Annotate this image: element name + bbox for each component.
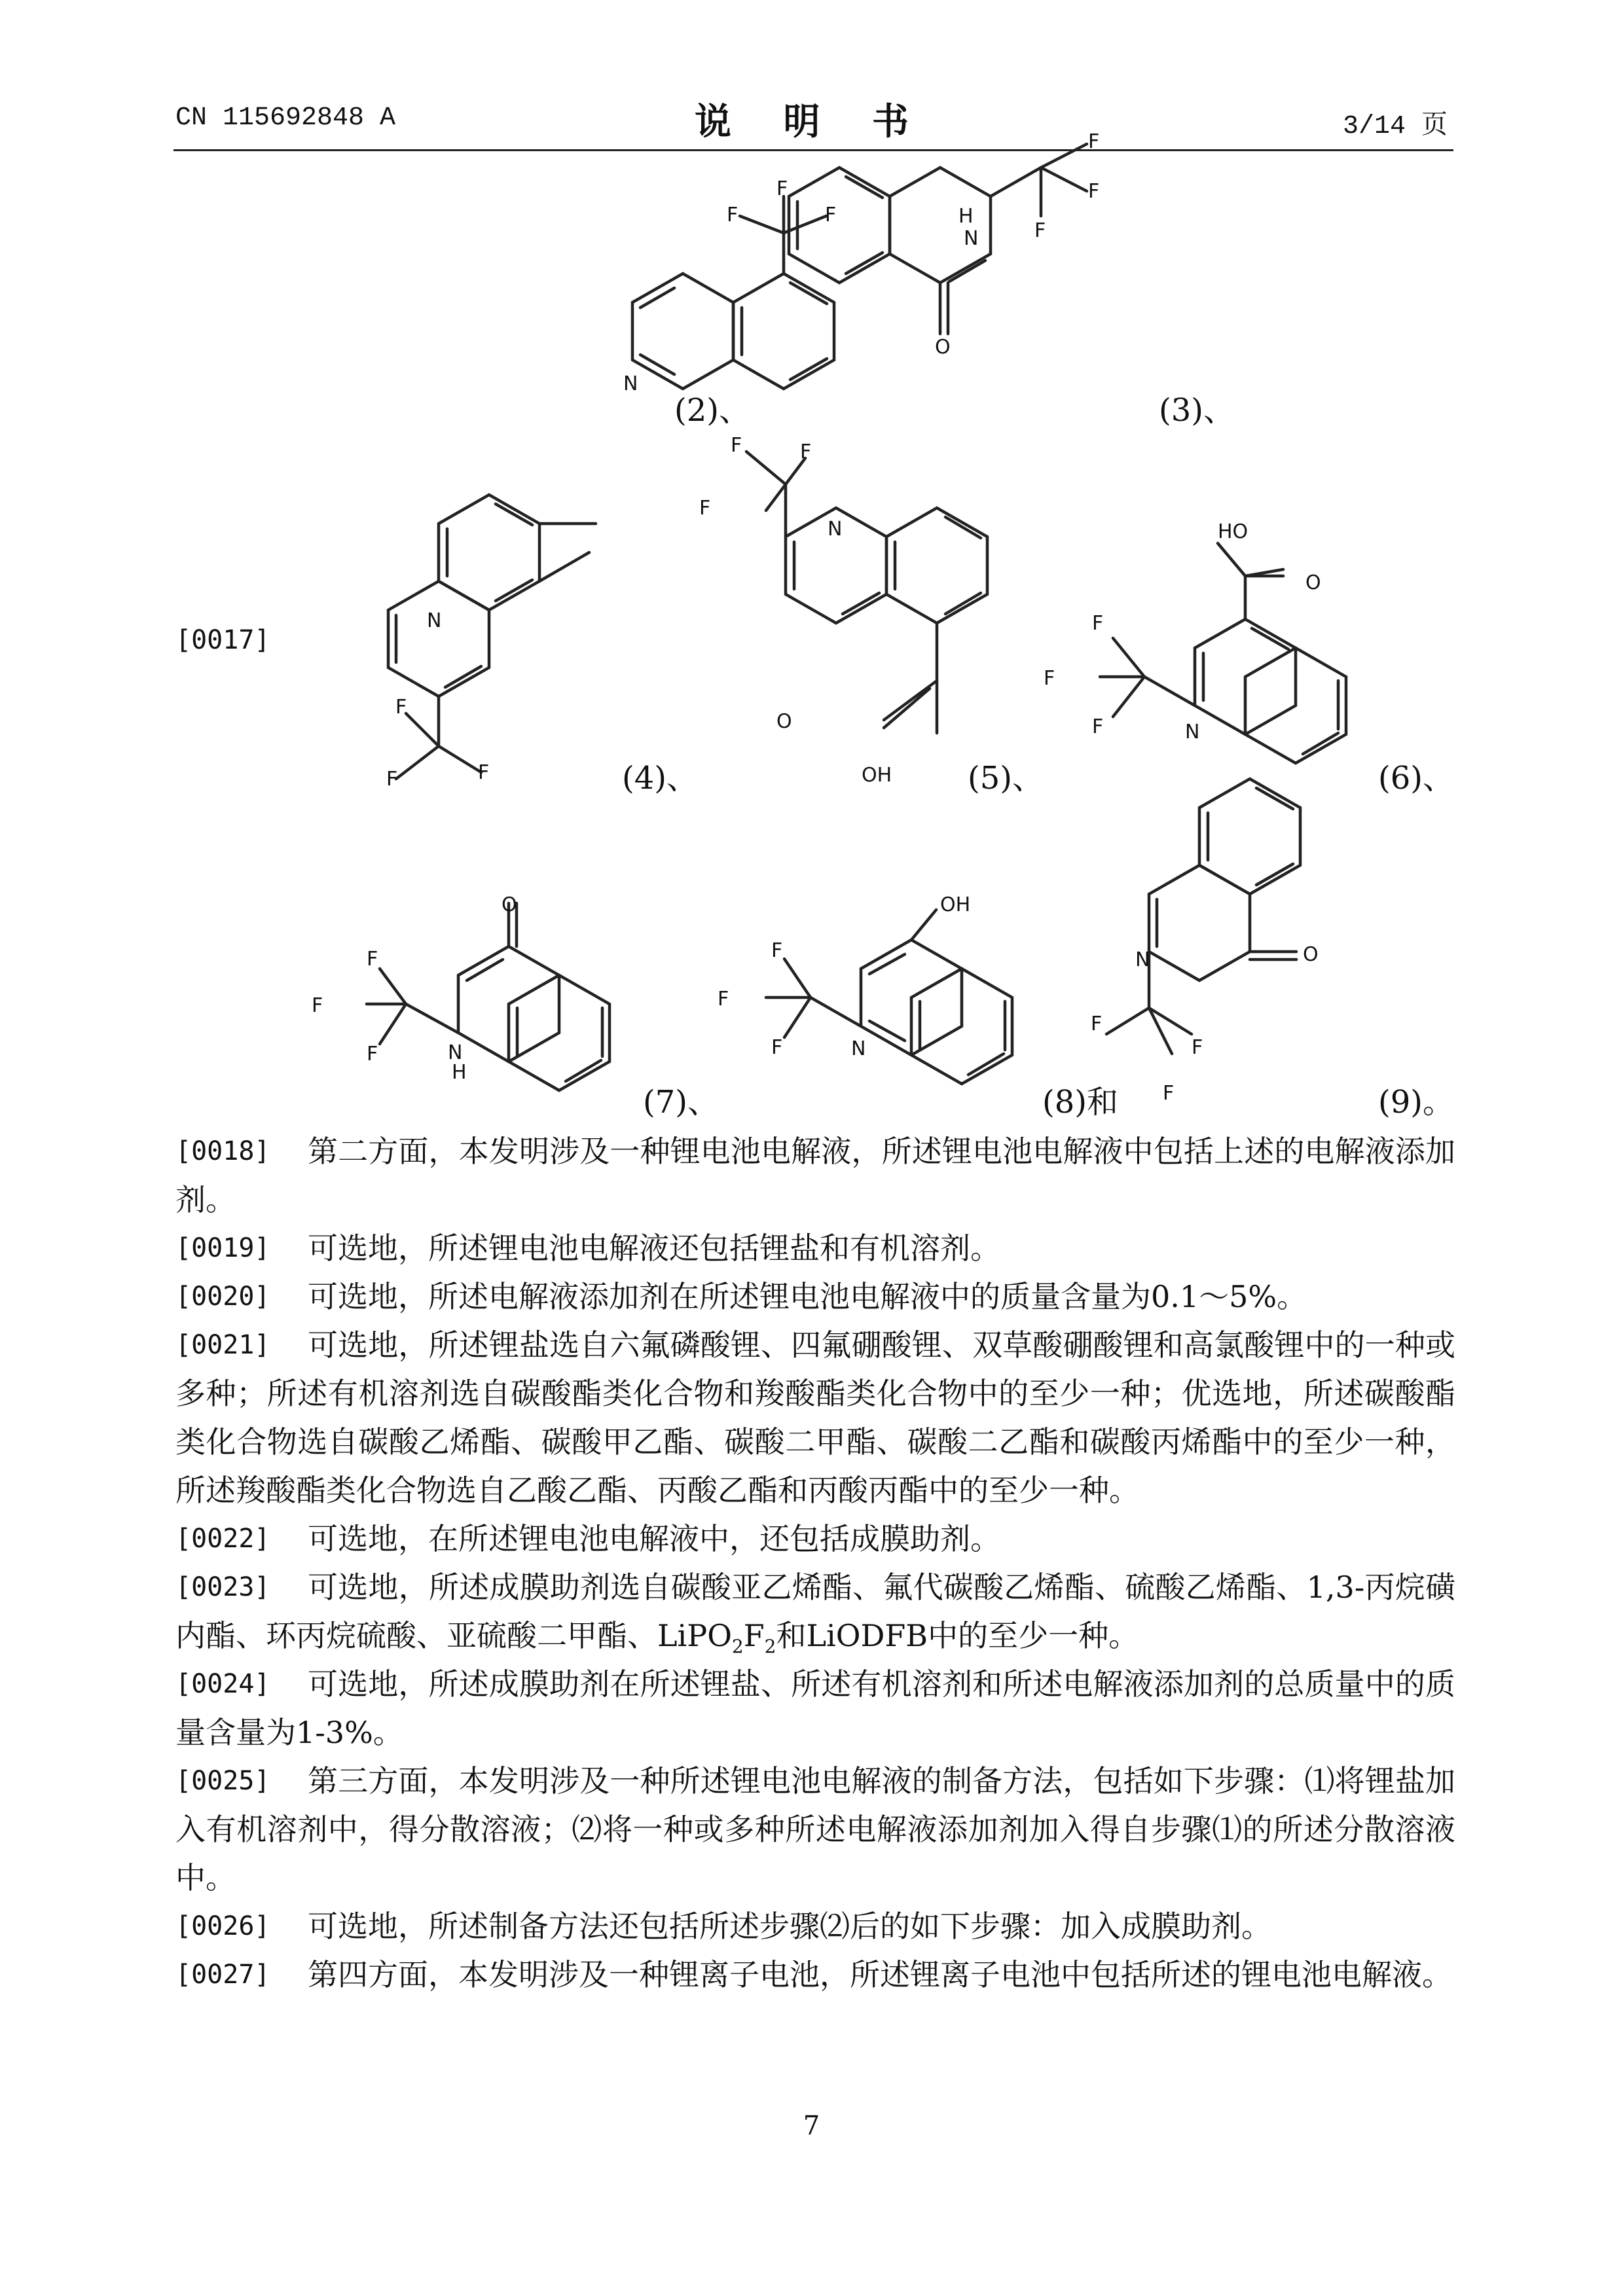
paragraph (175, 1127, 1455, 1224)
atom-ho: HO (1218, 520, 1249, 543)
chemical-structures (0, 0, 1623, 1139)
atom-h: H (958, 205, 974, 228)
atom-f: F (731, 434, 742, 457)
atom-f: F (1088, 130, 1100, 153)
paragraph-text: 可选地，所述锂电池电解液还包括锂盐和有机溶剂。 (308, 1230, 1000, 1266)
paragraph-text: 第四方面，本发明涉及一种锂离子电池，所述锂离子电池中包括所述的锂电池电解液。 (308, 1957, 1452, 1992)
compound-label-6: (6)、 (1378, 760, 1454, 797)
atom-f: F (1163, 1082, 1175, 1105)
compound-label-8: (8)和 (1042, 1084, 1118, 1121)
compound-label-9: (9)。 (1378, 1084, 1454, 1121)
page-indicator: 3/14 页 (1342, 112, 1448, 141)
atom-n: N (828, 518, 843, 541)
paragraph-text: 第三方面，本发明涉及一种所述锂电池电解液的制备方法，包括如下步骤：⑴将锂盐加入有机溶剂中，得分散溶液；⑵将一种或多种所述电解液添加剂加入得自步骤⑴的所述分散溶液中。 (175, 1763, 1455, 1895)
paragraph-number: [0027] (175, 1960, 270, 1990)
structure-8 (766, 910, 1012, 1084)
atom-o: O (1303, 943, 1319, 966)
atom-o: O (501, 893, 517, 916)
atom-o: O (776, 710, 792, 733)
atom-f: F (699, 497, 711, 520)
paragraph-text: 第二方面，本发明涉及一种锂电池电解液，所述锂电池电解液中包括上述的电解液添加剂。 (175, 1134, 1455, 1217)
paragraph-number: [0023] (175, 1572, 270, 1602)
paragraph-number: [0017] (175, 625, 270, 655)
paragraph (175, 1902, 1455, 1950)
atom-f: F (386, 768, 398, 791)
atom-f: F (1044, 667, 1055, 690)
atom-n: N (851, 1037, 866, 1060)
atom-n: N (1135, 948, 1150, 971)
atom-h: H (452, 1061, 467, 1084)
paragraph-number: [0020] (175, 1282, 270, 1312)
atom-f: F (312, 994, 323, 1017)
paragraph-number: [0026] (175, 1911, 270, 1941)
compound-label-5: (5)、 (968, 760, 1044, 797)
atom-f: F (1088, 180, 1100, 203)
atom-n: N (448, 1041, 463, 1064)
compound-label-4: (4)、 (622, 760, 698, 797)
atom-f: F (1092, 612, 1104, 635)
structure-4 (388, 495, 596, 779)
atom-f: F (727, 204, 739, 226)
paragraph-text: 可选地，所述成膜助剂选自碳酸亚乙烯酯、氟代碳酸乙烯酯、硫酸乙烯酯、1,3-丙烷磺内酯、环丙烷硫酸、亚硫酸二甲酯、$LiPO_2F_2$和LiODFB中的至少一种。 (175, 1570, 1455, 1658)
atom-f: F (825, 204, 837, 226)
compound-label-3: (3)、 (1159, 392, 1235, 429)
atom-f: F (1092, 715, 1104, 738)
compound-label-2: (2)、 (674, 392, 750, 429)
paragraph-number: [0021] (175, 1330, 270, 1360)
paragraph-text: 可选地，所述制备方法还包括所述步骤⑵后的如下步骤：加入成膜助剂。 (308, 1909, 1271, 1944)
atom-f: F (367, 1043, 378, 1066)
page-number: 7 (803, 2111, 820, 2141)
paragraph-number: [0019] (175, 1233, 270, 1263)
atom-o: O (1305, 571, 1321, 594)
paragraph (175, 1660, 1455, 1757)
atom-f: F (718, 988, 729, 1011)
atom-f: F (776, 177, 788, 200)
paragraph (175, 1950, 1455, 1999)
paragraph (175, 1563, 1455, 1660)
structure-7 (367, 903, 610, 1090)
atom-f: F (395, 696, 407, 719)
atom-n: N (1185, 721, 1200, 744)
atom-oh: OH (862, 764, 892, 787)
atom-f: F (771, 1036, 783, 1059)
atom-n: N (964, 227, 979, 250)
paragraph-text: 可选地，所述成膜助剂在所述锂盐、所述有机溶剂和所述电解液添加剂的总质量中的质量含量为1-3%。 (175, 1666, 1455, 1750)
paragraph (175, 1321, 1455, 1515)
structure-5 (746, 452, 987, 733)
paragraph-number: [0024] (175, 1669, 270, 1699)
atom-f: F (367, 948, 378, 971)
paragraph-text: 可选地，所述电解液添加剂在所述锂电池电解液中的质量含量为0.1～5%。 (308, 1279, 1307, 1314)
document-number: CN 115692848 A (175, 103, 396, 133)
paragraph-number: [0025] (175, 1766, 270, 1796)
atom-f: F (800, 440, 812, 463)
paragraph-number: [0018] (175, 1136, 270, 1166)
atom-o: O (935, 336, 951, 359)
structure-9 (1106, 779, 1300, 1054)
page-title: 说 明 书 (695, 101, 928, 143)
paragraph (175, 1515, 1455, 1563)
atom-f: F (771, 939, 783, 962)
compound-label-7: (7)、 (643, 1084, 719, 1121)
paragraph-number: [0022] (175, 1524, 270, 1554)
atom-f: F (1192, 1036, 1203, 1059)
atom-oh: OH (940, 893, 971, 916)
atom-f: F (1091, 1013, 1103, 1035)
atom-n: N (623, 372, 638, 395)
paragraph (175, 1224, 1455, 1272)
atom-n: N (427, 609, 442, 632)
paragraph (175, 1272, 1455, 1321)
paragraph-text: 可选地，所述锂盐选自六氟磷酸锂、四氟硼酸锂、双草酸硼酸锂和高氯酸锂中的一种或多种；所述有机溶剂选自碳酸酯类化合物和羧酸酯类化合物中的至少一种；优选地，所述碳酸酯类化合物选自碳酸乙烯酯、碳酸甲乙酯、碳酸二甲酯、碳酸二乙酯和碳酸丙烯酯中的至少一种，所述羧酸酯类化合物选自乙酸乙酯、丙酸乙酯和丙酸丙酯中的至少一种。 (175, 1327, 1455, 1508)
paragraph-text: 可选地，在所述锂电池电解液中，还包括成膜助剂。 (308, 1521, 1000, 1556)
atom-f: F (1034, 219, 1046, 242)
atom-f: F (478, 761, 490, 784)
paragraph (175, 1757, 1455, 1902)
